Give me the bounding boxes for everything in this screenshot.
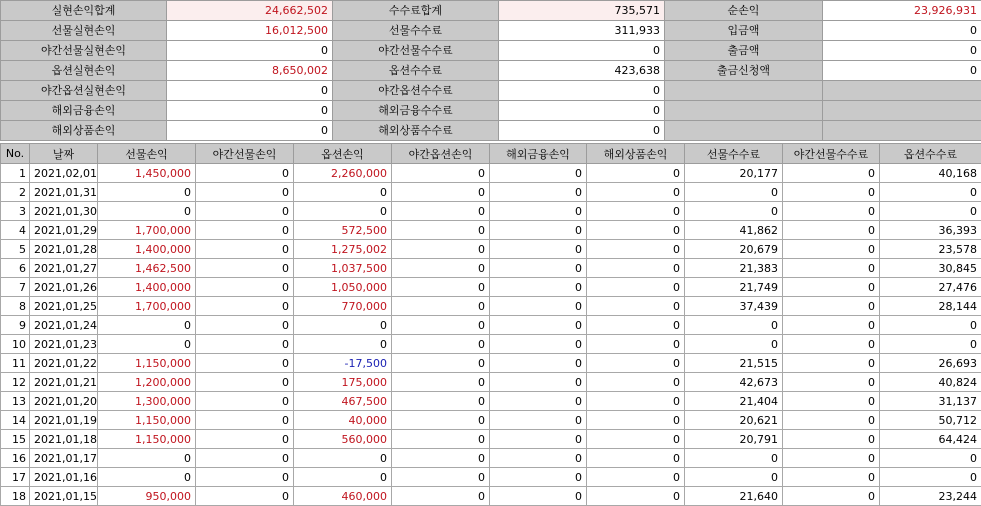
table-cell: 2021,01,27 bbox=[30, 259, 98, 278]
table-cell: 0 bbox=[880, 335, 981, 354]
column-header[interactable]: 날짜 bbox=[30, 144, 98, 164]
summary-empty-cell bbox=[823, 81, 981, 101]
table-cell: 0 bbox=[587, 202, 685, 221]
table-cell: 1,150,000 bbox=[98, 430, 196, 449]
table-cell: 11 bbox=[1, 354, 30, 373]
summary-label: 야간옵션수수료 bbox=[333, 81, 499, 101]
table-cell: 2021,01,28 bbox=[30, 240, 98, 259]
table-cell: 0 bbox=[783, 240, 880, 259]
table-cell: 560,000 bbox=[294, 430, 392, 449]
table-cell: 2021,01,31 bbox=[30, 183, 98, 202]
table-cell: 0 bbox=[490, 183, 587, 202]
summary-label: 옵션실현손익 bbox=[1, 61, 167, 81]
summary-label: 수수료합계 bbox=[333, 1, 499, 21]
table-cell: 0 bbox=[587, 278, 685, 297]
table-cell: 23,578 bbox=[880, 240, 981, 259]
summary-value: 0 bbox=[499, 101, 665, 121]
table-cell: 0 bbox=[587, 183, 685, 202]
table-cell: 0 bbox=[490, 316, 587, 335]
table-cell: 0 bbox=[196, 487, 294, 506]
table-row[interactable] bbox=[1, 240, 981, 259]
summary-empty-cell bbox=[665, 81, 823, 101]
table-cell: 0 bbox=[587, 221, 685, 240]
table-cell: 0 bbox=[196, 183, 294, 202]
table-cell: 2 bbox=[1, 183, 30, 202]
table-cell: 1,150,000 bbox=[98, 411, 196, 430]
table-cell: 50,712 bbox=[880, 411, 981, 430]
summary-label: 출금액 bbox=[665, 41, 823, 61]
table-cell: 0 bbox=[196, 430, 294, 449]
table-cell: 0 bbox=[98, 335, 196, 354]
table-cell: 0 bbox=[98, 468, 196, 487]
summary-empty-cell bbox=[665, 101, 823, 121]
summary-row bbox=[1, 81, 981, 101]
table-cell: 0 bbox=[490, 240, 587, 259]
table-cell: 0 bbox=[294, 183, 392, 202]
table-cell: 2021,01,26 bbox=[30, 278, 98, 297]
summary-value: 311,933 bbox=[499, 21, 665, 41]
table-row[interactable] bbox=[1, 411, 981, 430]
table-cell: 460,000 bbox=[294, 487, 392, 506]
column-header[interactable]: 야간선물수수료 bbox=[783, 144, 880, 164]
table-cell: 40,168 bbox=[880, 164, 981, 183]
table-cell: 1,450,000 bbox=[98, 164, 196, 183]
summary-value: 23,926,931 bbox=[823, 1, 981, 21]
table-cell: 64,424 bbox=[880, 430, 981, 449]
table-cell: 21,515 bbox=[685, 354, 783, 373]
summary-value: 0 bbox=[823, 21, 981, 41]
table-cell: 3 bbox=[1, 202, 30, 221]
table-cell: 0 bbox=[196, 202, 294, 221]
summary-value: 0 bbox=[499, 41, 665, 61]
table-cell: 0 bbox=[783, 278, 880, 297]
table-cell: 0 bbox=[685, 183, 783, 202]
table-cell: 0 bbox=[294, 468, 392, 487]
table-cell: 1,700,000 bbox=[98, 297, 196, 316]
table-cell: 18 bbox=[1, 487, 30, 506]
table-cell: 4 bbox=[1, 221, 30, 240]
column-header[interactable]: 해외금융손익 bbox=[490, 144, 587, 164]
column-header[interactable]: 야간옵션손익 bbox=[392, 144, 490, 164]
table-cell: 0 bbox=[587, 316, 685, 335]
daily-pnl-table bbox=[0, 143, 981, 506]
table-cell: 1,700,000 bbox=[98, 221, 196, 240]
table-cell: 10 bbox=[1, 335, 30, 354]
table-cell: 0 bbox=[196, 278, 294, 297]
table-cell: 0 bbox=[392, 373, 490, 392]
table-row[interactable] bbox=[1, 316, 981, 335]
table-cell: 23,244 bbox=[880, 487, 981, 506]
table-cell: 0 bbox=[490, 164, 587, 183]
table-cell: 2021,01,18 bbox=[30, 430, 98, 449]
table-cell: 0 bbox=[587, 297, 685, 316]
table-cell: 0 bbox=[783, 259, 880, 278]
table-cell: 0 bbox=[196, 316, 294, 335]
table-cell: 1,400,000 bbox=[98, 240, 196, 259]
table-cell: 0 bbox=[294, 449, 392, 468]
table-cell: 0 bbox=[392, 259, 490, 278]
table-cell: 8 bbox=[1, 297, 30, 316]
table-cell: 0 bbox=[294, 316, 392, 335]
table-cell: 175,000 bbox=[294, 373, 392, 392]
table-cell: 40,000 bbox=[294, 411, 392, 430]
table-cell: 0 bbox=[880, 183, 981, 202]
table-cell: -17,500 bbox=[294, 354, 392, 373]
table-cell: 20,791 bbox=[685, 430, 783, 449]
table-cell: 0 bbox=[196, 373, 294, 392]
summary-value: 0 bbox=[167, 81, 333, 101]
table-header-row bbox=[1, 144, 981, 164]
table-cell: 27,476 bbox=[880, 278, 981, 297]
table-cell: 1 bbox=[1, 164, 30, 183]
table-cell: 28,144 bbox=[880, 297, 981, 316]
table-cell: 0 bbox=[587, 430, 685, 449]
summary-row bbox=[1, 21, 981, 41]
table-cell: 0 bbox=[783, 411, 880, 430]
summary-label: 입금액 bbox=[665, 21, 823, 41]
table-cell: 40,824 bbox=[880, 373, 981, 392]
table-cell: 0 bbox=[196, 221, 294, 240]
table-cell: 0 bbox=[196, 297, 294, 316]
table-cell: 0 bbox=[392, 449, 490, 468]
table-cell: 2021,02,01 bbox=[30, 164, 98, 183]
table-cell: 12 bbox=[1, 373, 30, 392]
summary-label: 야간선물실현손익 bbox=[1, 41, 167, 61]
table-cell: 0 bbox=[196, 259, 294, 278]
table-cell: 0 bbox=[392, 240, 490, 259]
table-cell: 0 bbox=[98, 449, 196, 468]
column-header[interactable]: 해외상품손익 bbox=[587, 144, 685, 164]
table-cell: 16 bbox=[1, 449, 30, 468]
table-cell: 0 bbox=[783, 164, 880, 183]
table-cell: 0 bbox=[587, 449, 685, 468]
column-header[interactable]: 선물수수료 bbox=[685, 144, 783, 164]
table-cell: 2021,01,22 bbox=[30, 354, 98, 373]
summary-empty-cell bbox=[665, 121, 823, 141]
table-cell: 0 bbox=[685, 316, 783, 335]
table-cell: 0 bbox=[587, 354, 685, 373]
summary-empty-cell bbox=[823, 101, 981, 121]
table-cell: 0 bbox=[196, 164, 294, 183]
summary-value: 0 bbox=[499, 81, 665, 101]
table-cell: 0 bbox=[392, 392, 490, 411]
table-cell: 0 bbox=[880, 202, 981, 221]
table-cell: 0 bbox=[685, 335, 783, 354]
table-cell: 1,400,000 bbox=[98, 278, 196, 297]
table-row[interactable] bbox=[1, 183, 981, 202]
table-cell: 9 bbox=[1, 316, 30, 335]
summary-row bbox=[1, 121, 981, 141]
table-row[interactable] bbox=[1, 449, 981, 468]
table-cell: 0 bbox=[392, 354, 490, 373]
table-cell: 0 bbox=[392, 468, 490, 487]
table-cell: 1,150,000 bbox=[98, 354, 196, 373]
summary-label: 해외금융수수료 bbox=[333, 101, 499, 121]
table-cell: 36,393 bbox=[880, 221, 981, 240]
summary-grid bbox=[0, 0, 981, 141]
table-cell: 1,300,000 bbox=[98, 392, 196, 411]
column-header[interactable]: 야간선물손익 bbox=[196, 144, 294, 164]
table-cell: 0 bbox=[392, 221, 490, 240]
table-cell: 0 bbox=[783, 354, 880, 373]
summary-label: 해외상품수수료 bbox=[333, 121, 499, 141]
summary-label: 해외금융손익 bbox=[1, 101, 167, 121]
table-cell: 2021,01,20 bbox=[30, 392, 98, 411]
table-cell: 15 bbox=[1, 430, 30, 449]
table-cell: 1,462,500 bbox=[98, 259, 196, 278]
column-header[interactable]: 옵션손익 bbox=[294, 144, 392, 164]
summary-label: 옵션수수료 bbox=[333, 61, 499, 81]
table-cell: 0 bbox=[685, 449, 783, 468]
table-cell: 14 bbox=[1, 411, 30, 430]
table-cell: 0 bbox=[196, 449, 294, 468]
table-cell: 0 bbox=[880, 316, 981, 335]
table-cell: 0 bbox=[490, 430, 587, 449]
table-row[interactable] bbox=[1, 259, 981, 278]
summary-label: 야간옵션실현손익 bbox=[1, 81, 167, 101]
summary-value: 16,012,500 bbox=[167, 21, 333, 41]
table-cell: 0 bbox=[490, 411, 587, 430]
column-header[interactable]: 옵션수수료 bbox=[880, 144, 981, 164]
table-cell: 0 bbox=[783, 449, 880, 468]
table-cell: 20,177 bbox=[685, 164, 783, 183]
table-cell: 20,621 bbox=[685, 411, 783, 430]
summary-label: 선물실현손익 bbox=[1, 21, 167, 41]
table-cell: 6 bbox=[1, 259, 30, 278]
table-cell: 0 bbox=[587, 392, 685, 411]
table-cell: 21,383 bbox=[685, 259, 783, 278]
table-cell: 42,673 bbox=[685, 373, 783, 392]
table-cell: 2021,01,19 bbox=[30, 411, 98, 430]
table-cell: 0 bbox=[490, 487, 587, 506]
table-cell: 1,200,000 bbox=[98, 373, 196, 392]
summary-value: 0 bbox=[167, 41, 333, 61]
table-cell: 31,137 bbox=[880, 392, 981, 411]
table-cell: 2021,01,15 bbox=[30, 487, 98, 506]
summary-label: 해외상품손익 bbox=[1, 121, 167, 141]
table-cell: 21,404 bbox=[685, 392, 783, 411]
table-row[interactable] bbox=[1, 335, 981, 354]
table-cell: 0 bbox=[490, 221, 587, 240]
table-cell: 0 bbox=[392, 487, 490, 506]
table-cell: 0 bbox=[196, 240, 294, 259]
table-row[interactable] bbox=[1, 202, 981, 221]
table-cell: 0 bbox=[196, 411, 294, 430]
table-cell: 0 bbox=[783, 297, 880, 316]
summary-value: 0 bbox=[499, 121, 665, 141]
table-cell: 1,050,000 bbox=[294, 278, 392, 297]
table-cell: 950,000 bbox=[98, 487, 196, 506]
table-cell: 0 bbox=[392, 202, 490, 221]
table-cell: 0 bbox=[783, 316, 880, 335]
summary-value: 8,650,002 bbox=[167, 61, 333, 81]
table-cell: 0 bbox=[783, 468, 880, 487]
summary-label: 출금신청액 bbox=[665, 61, 823, 81]
table-cell: 17 bbox=[1, 468, 30, 487]
table-row[interactable] bbox=[1, 468, 981, 487]
table-cell: 0 bbox=[587, 259, 685, 278]
table-row[interactable] bbox=[1, 164, 981, 183]
summary-empty-cell bbox=[823, 121, 981, 141]
table-cell: 2021,01,21 bbox=[30, 373, 98, 392]
table-cell: 1,037,500 bbox=[294, 259, 392, 278]
table-cell: 2021,01,23 bbox=[30, 335, 98, 354]
table-cell: 0 bbox=[783, 373, 880, 392]
summary-value: 0 bbox=[167, 121, 333, 141]
summary-row bbox=[1, 1, 981, 21]
table-cell: 0 bbox=[783, 430, 880, 449]
table-cell: 30,845 bbox=[880, 259, 981, 278]
table-cell: 2,260,000 bbox=[294, 164, 392, 183]
table-cell: 7 bbox=[1, 278, 30, 297]
summary-value: 423,638 bbox=[499, 61, 665, 81]
table-cell: 21,749 bbox=[685, 278, 783, 297]
table-cell: 0 bbox=[880, 449, 981, 468]
table-cell: 0 bbox=[490, 468, 587, 487]
table-cell: 467,500 bbox=[294, 392, 392, 411]
table-cell: 0 bbox=[587, 240, 685, 259]
table-cell: 0 bbox=[490, 259, 587, 278]
column-header[interactable]: No. bbox=[1, 144, 30, 164]
column-header[interactable]: 선물손익 bbox=[98, 144, 196, 164]
table-cell: 21,640 bbox=[685, 487, 783, 506]
table-cell: 0 bbox=[783, 183, 880, 202]
table-cell: 2021,01,24 bbox=[30, 316, 98, 335]
table-cell: 13 bbox=[1, 392, 30, 411]
table-row[interactable] bbox=[1, 487, 981, 506]
table-cell: 2021,01,25 bbox=[30, 297, 98, 316]
table-cell: 41,862 bbox=[685, 221, 783, 240]
table-cell: 0 bbox=[196, 468, 294, 487]
table-cell: 0 bbox=[783, 392, 880, 411]
table-cell: 2021,01,29 bbox=[30, 221, 98, 240]
table-cell: 0 bbox=[392, 297, 490, 316]
table-row[interactable] bbox=[1, 373, 981, 392]
table-cell: 0 bbox=[685, 202, 783, 221]
table-cell: 0 bbox=[294, 335, 392, 354]
table-cell: 0 bbox=[392, 278, 490, 297]
table-cell: 0 bbox=[196, 335, 294, 354]
table-cell: 0 bbox=[98, 183, 196, 202]
table-row[interactable] bbox=[1, 297, 981, 316]
table-cell: 0 bbox=[392, 164, 490, 183]
table-cell: 0 bbox=[587, 411, 685, 430]
table-row[interactable] bbox=[1, 354, 981, 373]
table-cell: 0 bbox=[490, 373, 587, 392]
summary-value: 0 bbox=[823, 61, 981, 81]
table-cell: 0 bbox=[294, 202, 392, 221]
summary-row bbox=[1, 61, 981, 81]
summary-value: 0 bbox=[167, 101, 333, 121]
summary-value: 735,571 bbox=[499, 1, 665, 21]
table-cell: 37,439 bbox=[685, 297, 783, 316]
table-cell: 0 bbox=[587, 164, 685, 183]
table-cell: 0 bbox=[490, 449, 587, 468]
table-cell: 0 bbox=[392, 430, 490, 449]
table-row[interactable] bbox=[1, 221, 981, 240]
table-cell: 770,000 bbox=[294, 297, 392, 316]
table-cell: 0 bbox=[196, 392, 294, 411]
summary-label: 야간선물수수료 bbox=[333, 41, 499, 61]
table-cell: 2021,01,17 bbox=[30, 449, 98, 468]
table-cell: 20,679 bbox=[685, 240, 783, 259]
summary-label: 실현손익합계 bbox=[1, 1, 167, 21]
summary-label: 순손익 bbox=[665, 1, 823, 21]
table-cell: 1,275,002 bbox=[294, 240, 392, 259]
table-cell: 0 bbox=[490, 297, 587, 316]
table-cell: 0 bbox=[392, 183, 490, 202]
table-cell: 0 bbox=[587, 335, 685, 354]
summary-value: 0 bbox=[823, 41, 981, 61]
table-cell: 0 bbox=[783, 202, 880, 221]
table-cell: 0 bbox=[587, 487, 685, 506]
summary-value: 24,662,502 bbox=[167, 1, 333, 21]
table-cell: 0 bbox=[490, 202, 587, 221]
table-cell: 0 bbox=[783, 221, 880, 240]
table-cell: 0 bbox=[490, 392, 587, 411]
summary-label: 선물수수료 bbox=[333, 21, 499, 41]
table-row[interactable] bbox=[1, 430, 981, 449]
table-cell: 572,500 bbox=[294, 221, 392, 240]
table-cell: 0 bbox=[490, 354, 587, 373]
table-cell: 0 bbox=[392, 316, 490, 335]
table-cell: 5 bbox=[1, 240, 30, 259]
table-cell: 0 bbox=[392, 411, 490, 430]
table-cell: 0 bbox=[98, 202, 196, 221]
summary-row bbox=[1, 41, 981, 61]
table-cell: 2021,01,16 bbox=[30, 468, 98, 487]
table-cell: 0 bbox=[98, 316, 196, 335]
table-cell: 0 bbox=[587, 373, 685, 392]
summary-row bbox=[1, 101, 981, 121]
table-cell: 0 bbox=[587, 468, 685, 487]
table-row[interactable] bbox=[1, 278, 981, 297]
table-cell: 0 bbox=[880, 468, 981, 487]
table-row[interactable] bbox=[1, 392, 981, 411]
table-cell: 0 bbox=[490, 335, 587, 354]
table-cell: 0 bbox=[392, 335, 490, 354]
table-cell: 0 bbox=[685, 468, 783, 487]
table-cell: 2021,01,30 bbox=[30, 202, 98, 221]
table-cell: 0 bbox=[783, 335, 880, 354]
table-cell: 0 bbox=[783, 487, 880, 506]
table-cell: 26,693 bbox=[880, 354, 981, 373]
table-cell: 0 bbox=[490, 278, 587, 297]
table-cell: 0 bbox=[196, 354, 294, 373]
